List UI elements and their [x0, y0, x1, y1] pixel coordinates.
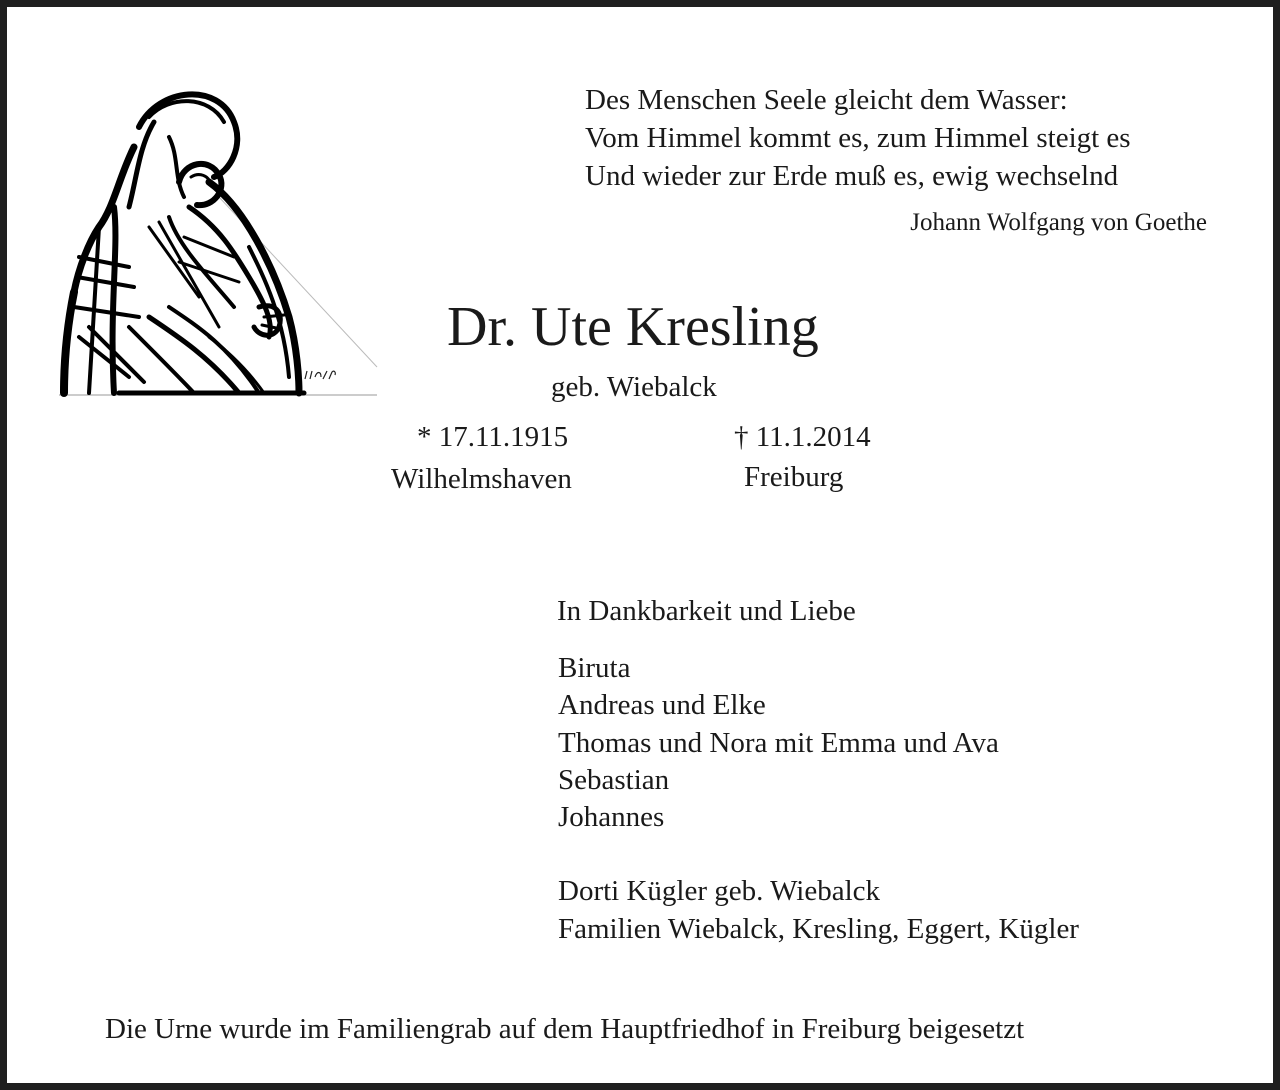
list-item: Dorti Kügler geb. Wiebalck — [558, 875, 881, 907]
goethe-quote — [585, 81, 1131, 195]
list-item: Johannes — [558, 801, 665, 834]
death-place: Freiburg — [744, 461, 844, 493]
quote-line-3: Und wieder zur Erde muß es, ewig wechselnd — [585, 160, 1119, 192]
relatives-list — [558, 873, 1079, 948]
quote-line-1: Des Menschen Seele gleicht dem Wasser: — [585, 84, 1068, 116]
family-list — [558, 650, 999, 836]
maiden-name: geb. Wiebalck — [551, 371, 717, 403]
quote-author: Johann Wolfgang von Goethe — [910, 209, 1207, 236]
list-item: Andreas und Elke — [558, 689, 766, 722]
list-item: Thomas und Nora mit Emma und Ava — [558, 726, 999, 759]
list-item: Sebastian — [558, 763, 670, 796]
burial-note: Die Urne wurde im Familiengrab auf dem Hauptfriedhof in Freiburg beigesetzt — [105, 1013, 1025, 1045]
madonna-and-child-sketch-icon — [59, 77, 381, 399]
quote-line-2: Vom Himmel kommt es, zum Himmel steigt es — [585, 122, 1131, 154]
birth-place: Wilhelmshaven — [391, 463, 572, 495]
list-item: Biruta — [558, 652, 631, 684]
list-item: Familien Wiebalck, Kresling, Eggert, Kügler — [558, 912, 1079, 945]
mourners-intro: In Dankbarkeit und Liebe — [557, 595, 856, 627]
deceased-name: Dr. Ute Kresling — [447, 296, 819, 358]
birth-date: * 17.11.1915 — [417, 421, 569, 453]
death-date: † 11.1.2014 — [734, 421, 871, 453]
